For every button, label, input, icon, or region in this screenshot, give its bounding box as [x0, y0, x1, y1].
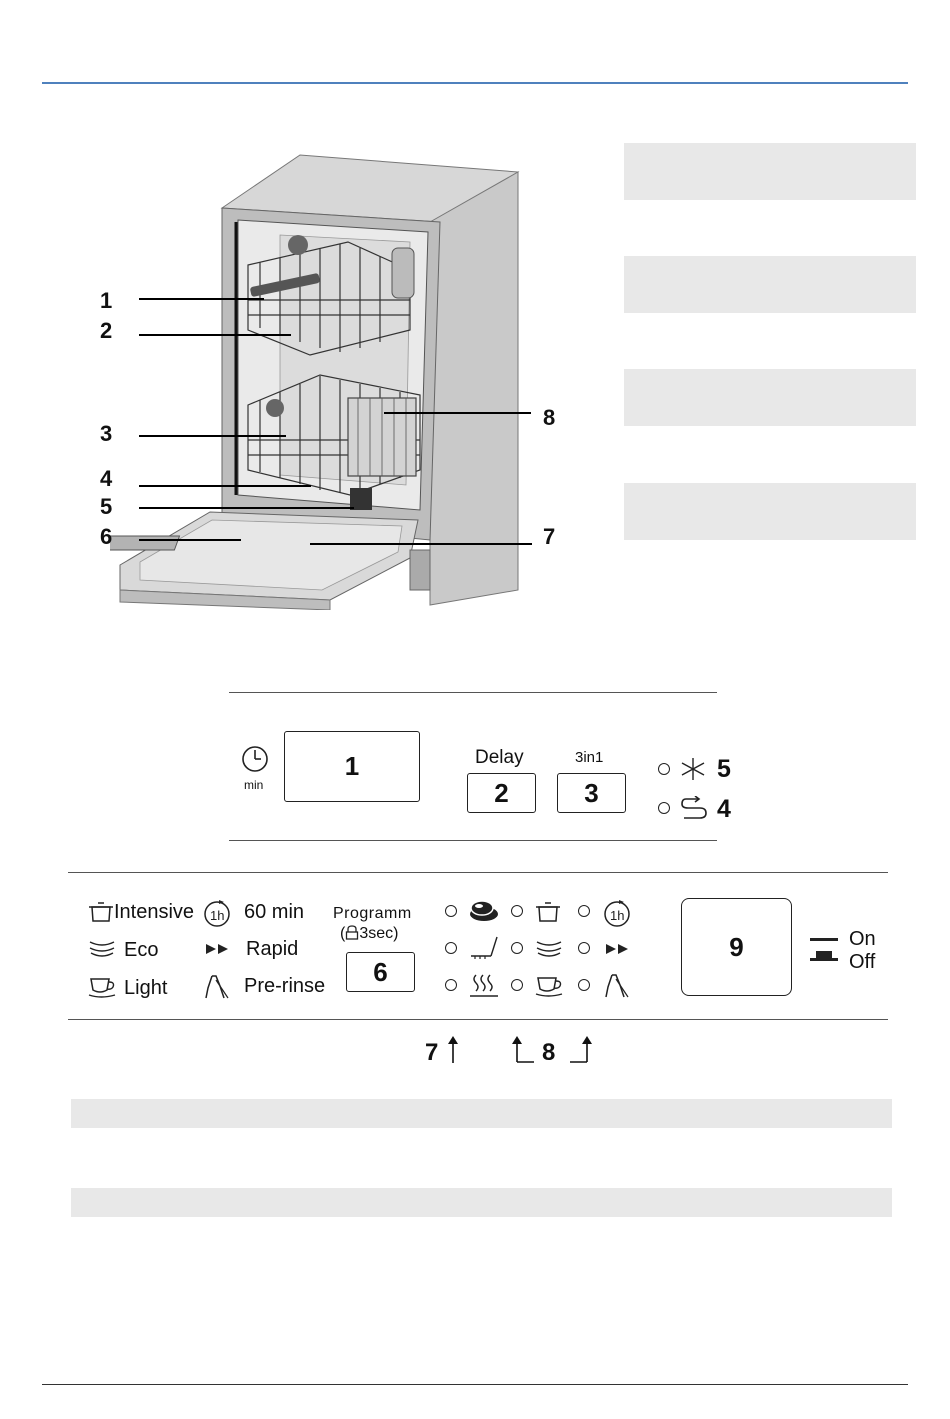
- snowflake-icon: [680, 757, 706, 781]
- plates-icon: [88, 938, 116, 960]
- callout-line-5: [139, 507, 354, 509]
- callout-line-2: [139, 334, 291, 336]
- program-light-label: Light: [124, 977, 168, 999]
- legend-box-1: [624, 143, 916, 200]
- arrow-up-icon: [446, 1036, 460, 1064]
- arrow-up-left-icon: [510, 1036, 536, 1064]
- prerinse-icon: [604, 973, 632, 999]
- rinse-aid-icon: [680, 796, 708, 820]
- program-button[interactable]: 6: [346, 952, 415, 992]
- svg-text:1h: 1h: [610, 908, 625, 923]
- threein1-label: 3in1: [575, 749, 604, 766]
- display-1: 1: [284, 731, 420, 802]
- cup-icon: [88, 976, 118, 998]
- led-salt: [445, 942, 457, 954]
- program-eco-label: Eco: [124, 939, 159, 961]
- program-prerinse-label: Pre-rinse: [244, 975, 326, 997]
- fast-forward-icon: [604, 942, 634, 956]
- pot-icon: [88, 901, 114, 923]
- lower-panel-bottom-line: [68, 1019, 888, 1020]
- delay-label: Delay: [475, 747, 524, 768]
- callout-line-3: [139, 435, 286, 437]
- threein1-button[interactable]: 3: [557, 773, 626, 813]
- tablet-icon: [467, 898, 501, 924]
- upper-panel-top-line: [229, 692, 717, 693]
- arrow-7-label: 7: [425, 1039, 439, 1066]
- led-drying: [445, 979, 457, 991]
- header-rule: [42, 82, 908, 84]
- legend-box-2: [624, 256, 916, 313]
- legend-box-4: [624, 483, 916, 540]
- callout-line-6: [139, 539, 241, 541]
- one-hour-icon: [202, 899, 232, 927]
- callout-line-1: [139, 298, 264, 300]
- led-rapid: [578, 942, 590, 954]
- lock-hint: ( 3sec): [340, 925, 399, 942]
- drying-icon: [468, 973, 500, 999]
- arrow-8-label: 8: [542, 1039, 556, 1066]
- indicator-4-label: 4: [717, 795, 731, 823]
- indicator-led-4: [658, 802, 670, 814]
- callout-1: 1: [100, 288, 113, 313]
- callout-line-4: [139, 485, 311, 487]
- on-label: On: [849, 928, 876, 950]
- led-tablet: [445, 905, 457, 917]
- plates-icon: [535, 938, 563, 960]
- footer-rule: [42, 1384, 908, 1385]
- salt-icon: [467, 934, 501, 960]
- indicator-5-label: 5: [717, 755, 731, 783]
- callout-5: 5: [100, 494, 113, 519]
- power-button[interactable]: 9: [681, 898, 792, 996]
- cup-icon: [535, 975, 565, 997]
- table-header-bar-1: [71, 1099, 892, 1128]
- lower-panel-top-line: [68, 872, 888, 873]
- prerinse-icon: [204, 974, 232, 1000]
- led-60min: [578, 905, 590, 917]
- led-eco: [511, 942, 523, 954]
- indicator-led-5: [658, 763, 670, 775]
- program-60min-label: 60 min: [244, 901, 305, 923]
- fast-forward-icon: [204, 942, 234, 956]
- lock-icon: [345, 925, 359, 940]
- callout-7: 7: [543, 524, 556, 549]
- legend-box-3: [624, 369, 916, 426]
- program-rapid-label: Rapid: [246, 938, 299, 960]
- led-light: [511, 979, 523, 991]
- callout-line-8: [384, 412, 531, 414]
- dishwasher-illustration: [110, 150, 560, 610]
- upper-panel-bottom-line: [229, 840, 717, 841]
- table-header-bar-2: [71, 1188, 892, 1217]
- timer-unit-label: min: [244, 778, 264, 792]
- callout-8: 8: [543, 405, 556, 430]
- lock-duration-label: 3sec: [359, 925, 394, 942]
- svg-text:1h: 1h: [210, 908, 225, 923]
- arrow-up-right-icon: [568, 1036, 594, 1064]
- one-hour-icon: [602, 899, 632, 927]
- pot-icon: [535, 901, 561, 923]
- delay-button[interactable]: 2: [467, 773, 536, 813]
- callout-3: 3: [100, 421, 113, 446]
- callout-6: 6: [100, 524, 113, 549]
- program-intensive-label: Intensive: [114, 901, 195, 923]
- led-prerinse: [578, 979, 590, 991]
- power-switch-icon: [808, 933, 840, 969]
- programm-label: Programm: [333, 905, 412, 922]
- callout-2: 2: [100, 318, 113, 343]
- clock-icon: [239, 745, 271, 773]
- callout-4: 4: [100, 466, 113, 491]
- led-intensive: [511, 905, 523, 917]
- callout-line-7: [310, 543, 532, 545]
- off-label: Off: [849, 951, 876, 973]
